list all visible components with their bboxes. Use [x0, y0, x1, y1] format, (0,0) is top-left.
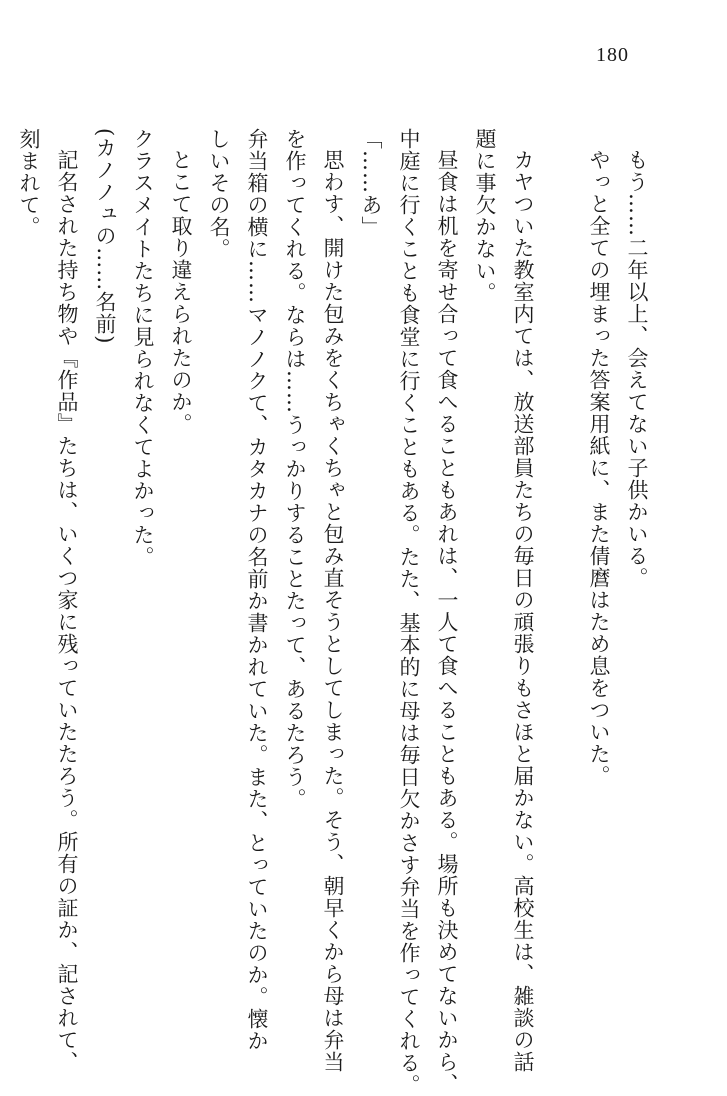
text-line: (カノノュの……名前): [93, 128, 117, 345]
text-line: 記名された持ち物や『作品』たちは、いくつ家に残っていたたろう。所有の証か、記されて、: [55, 149, 79, 1073]
text-line: 昼食は机を寄せ合って食へることもあれは、一人て食へることもある。場所も決めてないから、: [435, 149, 459, 1095]
text-line: クラスメイトたちに見られなくてよかった。: [131, 128, 155, 568]
text-line: カヤついた教室内ては、放送部員たちの毎日の頑張りもさほと届かない。高校生は、雑談の話: [511, 149, 535, 1073]
text-line: 刻まれて。: [17, 128, 41, 238]
text-line: 「……あ」: [359, 128, 383, 238]
text-line: とこて取り違えられたのか。: [169, 149, 193, 435]
text-line: 題に事欠かない。: [473, 128, 497, 304]
blank-line: [542, 128, 580, 978]
text-line: を作ってくれる。ならは……うっかりすることたって、あるたろう。: [283, 128, 307, 810]
page-number: 180: [596, 44, 629, 66]
text-line: 中庭に行くことも食堂に行くこともある。たた、基本的に母は毎日欠かさす弁当を作ってくれる。: [397, 128, 421, 1096]
novel-text-block: [17, 128, 656, 1096]
text-line: もう……二年以上、会えてない子供かいる。: [625, 149, 649, 589]
text-line: 思わす、開けた包みをくちゃくちゃと包み直そうとしてしまった。そう、朝早くから母は弁当: [321, 149, 345, 1073]
text-line: やっと全ての埋まった答案用紙に、また倩麿はため息をついた。: [587, 149, 611, 787]
text-line: 弁当箱の横に……マノノクて、カタカナの名前か書かれていた。また、とっていたのか。懐か: [245, 128, 269, 1052]
text-line: しいその名。: [207, 128, 231, 260]
